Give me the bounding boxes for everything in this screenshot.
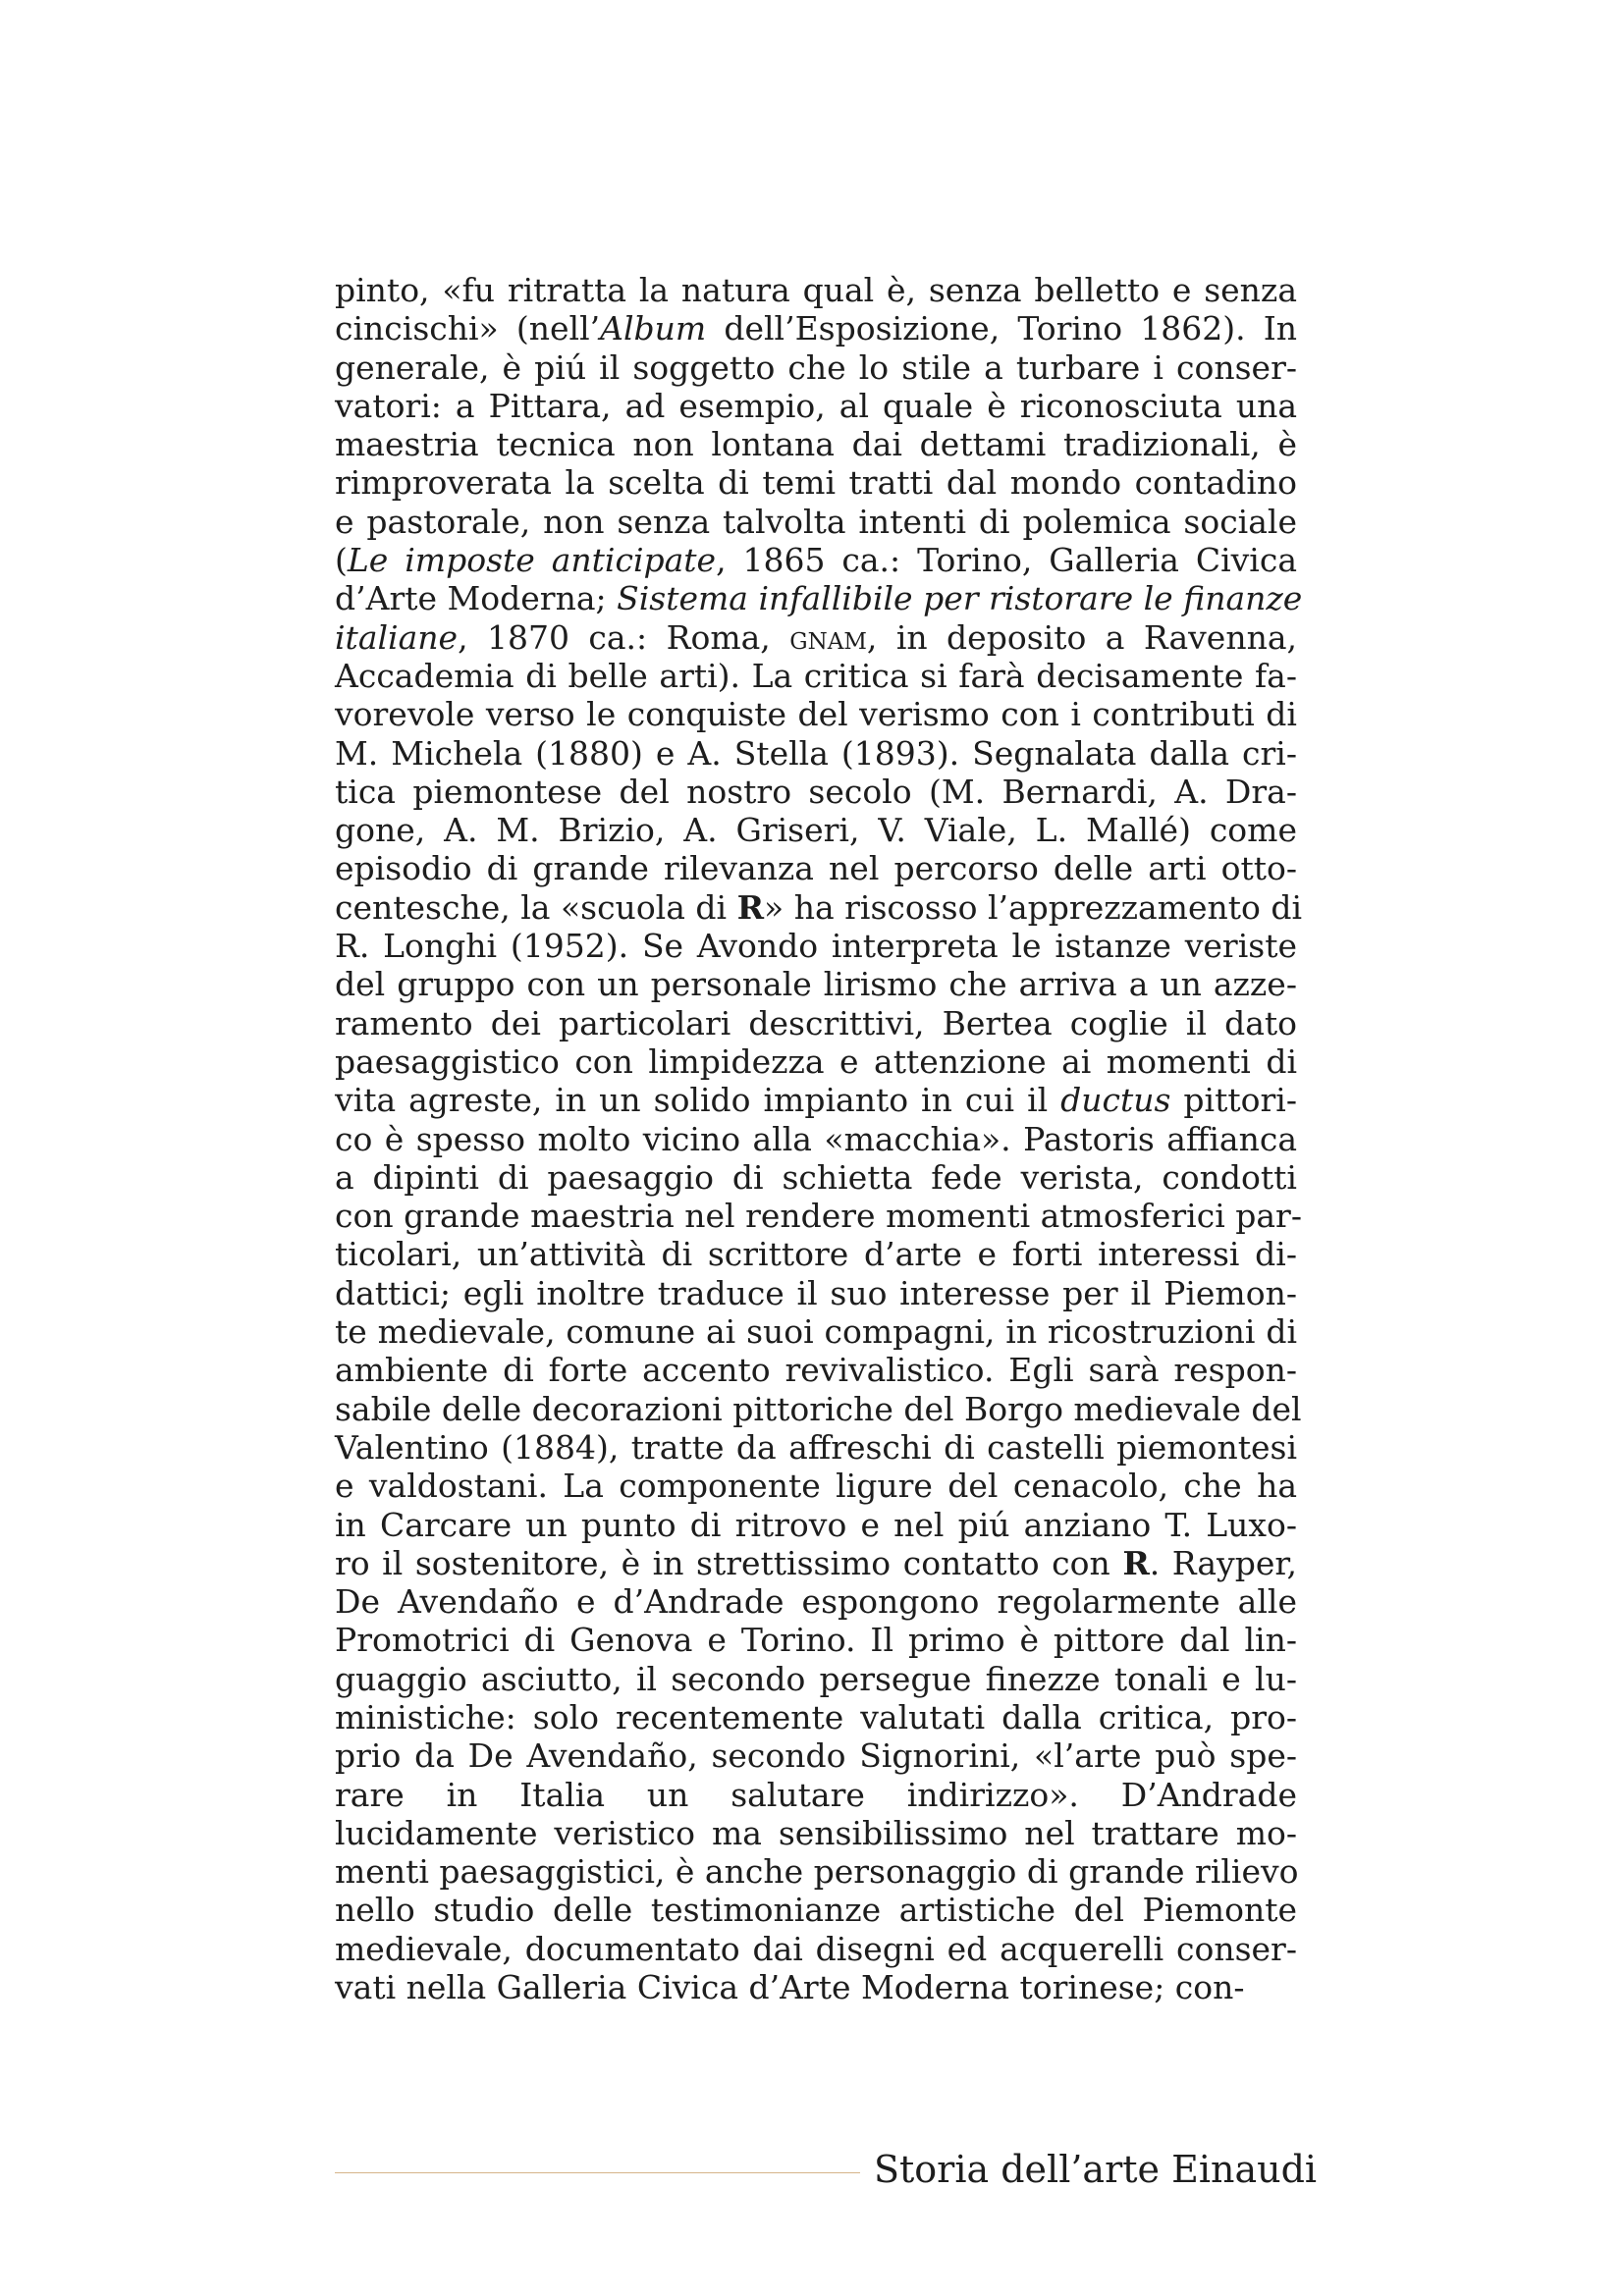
text-line: a dipinti di paesaggio di schietta fede verista, condotti xyxy=(335,1157,1297,1197)
text-line: e valdostani. La componente ligure del cenacolo, che ha xyxy=(335,1467,1297,1506)
text-line: paesaggistico con limpidezza e attenzione ai momenti di xyxy=(335,1041,1297,1081)
text-line: generale, è piú il soggetto che lo stile a turbare i conser- xyxy=(335,347,1297,387)
text-line: medievale, documentato dai disegni ed acquerelli conser- xyxy=(335,1929,1297,1968)
text-line: vita agreste, in un solido impianto in cui il ductus pittori- xyxy=(335,1081,1297,1120)
text-line: ministiche: solo recentemente valutati dalla critica, pro- xyxy=(335,1697,1297,1736)
text-line: Accademia di belle arti). La critica si farà decisamente fa- xyxy=(335,656,1297,695)
text-line: tica piemontese del nostro secolo (M. Bernardi, A. Dra- xyxy=(335,772,1297,811)
text-line: R. Longhi (1952). Se Avondo interpreta le istanze veriste xyxy=(335,927,1297,966)
text-line: maestria tecnica non lontana dai dettami tradizionali, è xyxy=(335,425,1297,464)
text-line: vatori: a Pittara, ad esempio, al quale è riconosciuta una xyxy=(335,386,1297,425)
text-line: italiane, 1870 ca.: Roma, gnam, in deposito a Ravenna, xyxy=(335,617,1297,657)
text-line: rimproverata la scelta di temi tratti dal mondo contadino xyxy=(335,463,1297,503)
text-line: ticolari, un’attività di scrittore d’arte e forti interessi di- xyxy=(335,1235,1297,1274)
text-line: d’Arte Moderna; Sistema infallibile per ristorare le finanze xyxy=(335,579,1303,618)
text-line: Promotrici di Genova e Torino. Il primo è pittore dal lin- xyxy=(335,1621,1297,1660)
text-line: episodio di grande rilevanza nel percorso delle arti otto- xyxy=(335,849,1297,888)
text-line: menti paesaggistici, è anche personaggio di grande rilievo xyxy=(335,1852,1299,1892)
text-line: in Carcare un punto di ritrovo e nel piú anziano T. Luxo- xyxy=(335,1505,1297,1544)
text-line: vati nella Galleria Civica d’Arte Moderna torinese; con- xyxy=(335,1968,1245,2007)
text-line: ramento dei particolari descrittivi, Bertea coglie il dato xyxy=(335,1003,1297,1042)
text-line: nello studio delle testimonianze artistiche del Piemonte xyxy=(335,1891,1297,1930)
text-line: del gruppo con un personale lirismo che arriva a un azze- xyxy=(335,965,1297,1004)
footer-rule xyxy=(335,2172,860,2173)
text-line: vorevole verso le conquiste del verismo con i contributi di xyxy=(335,695,1297,734)
text-line: guaggio asciutto, il secondo persegue finezze tonali e lu- xyxy=(335,1659,1297,1698)
body-text xyxy=(335,271,1303,2007)
text-line: ro il sostenitore, è in strettissimo contatto con R. Rayper, xyxy=(335,1543,1297,1582)
text-line: centesche, la «scuola di R» ha riscosso l’apprezzamento di xyxy=(335,887,1303,927)
text-line: cincischi» (nell’Album dell’Esposizione, Torino 1862). In xyxy=(335,309,1297,348)
text-line: (Le imposte anticipate, 1865 ca.: Torino, Galleria Civica xyxy=(335,541,1298,580)
text-line: lucidamente veristico ma sensibilissimo nel trattare mo- xyxy=(335,1813,1297,1852)
text-line: e pastorale, non senza talvolta intenti di polemica sociale xyxy=(335,502,1297,541)
text-line: pinto, «fu ritratta la natura qual è, senza belletto e senza xyxy=(335,271,1297,309)
text-line: Valentino (1884), tratte da affreschi di castelli piemontesi xyxy=(335,1427,1297,1467)
text-line: dattici; egli inoltre traduce il suo interesse per il Piemon- xyxy=(335,1273,1297,1312)
text-line: co è spesso molto vicino alla «macchia». Pastoris affianca xyxy=(335,1119,1297,1158)
text-line: con grande maestria nel rendere momenti atmosferici par- xyxy=(335,1197,1302,1236)
text-line: sabile delle decorazioni pittoriche del Borgo medievale del xyxy=(335,1389,1302,1428)
text-line: prio da De Avendaño, secondo Signorini, «l’arte può spe- xyxy=(335,1736,1297,1776)
text-line: gone, A. M. Brizio, A. Griseri, V. Viale, L. Mallé) come xyxy=(335,811,1297,850)
text-line: te medievale, comune ai suoi compagni, in ricostruzioni di xyxy=(335,1312,1297,1352)
footer-title: Storia dell’arte Einaudi xyxy=(874,2148,1318,2191)
text-line: M. Michela (1880) e A. Stella (1893). Segnalata dalla cri- xyxy=(335,733,1297,773)
text-line: De Avendaño e d’Andrade espongono regolarmente alle xyxy=(335,1582,1297,1622)
text-line: ambiente di forte accento revivalistico. Egli sarà respon- xyxy=(335,1351,1297,1390)
text-line: rare in Italia un salutare indirizzo». D’Andrade xyxy=(335,1775,1297,1814)
